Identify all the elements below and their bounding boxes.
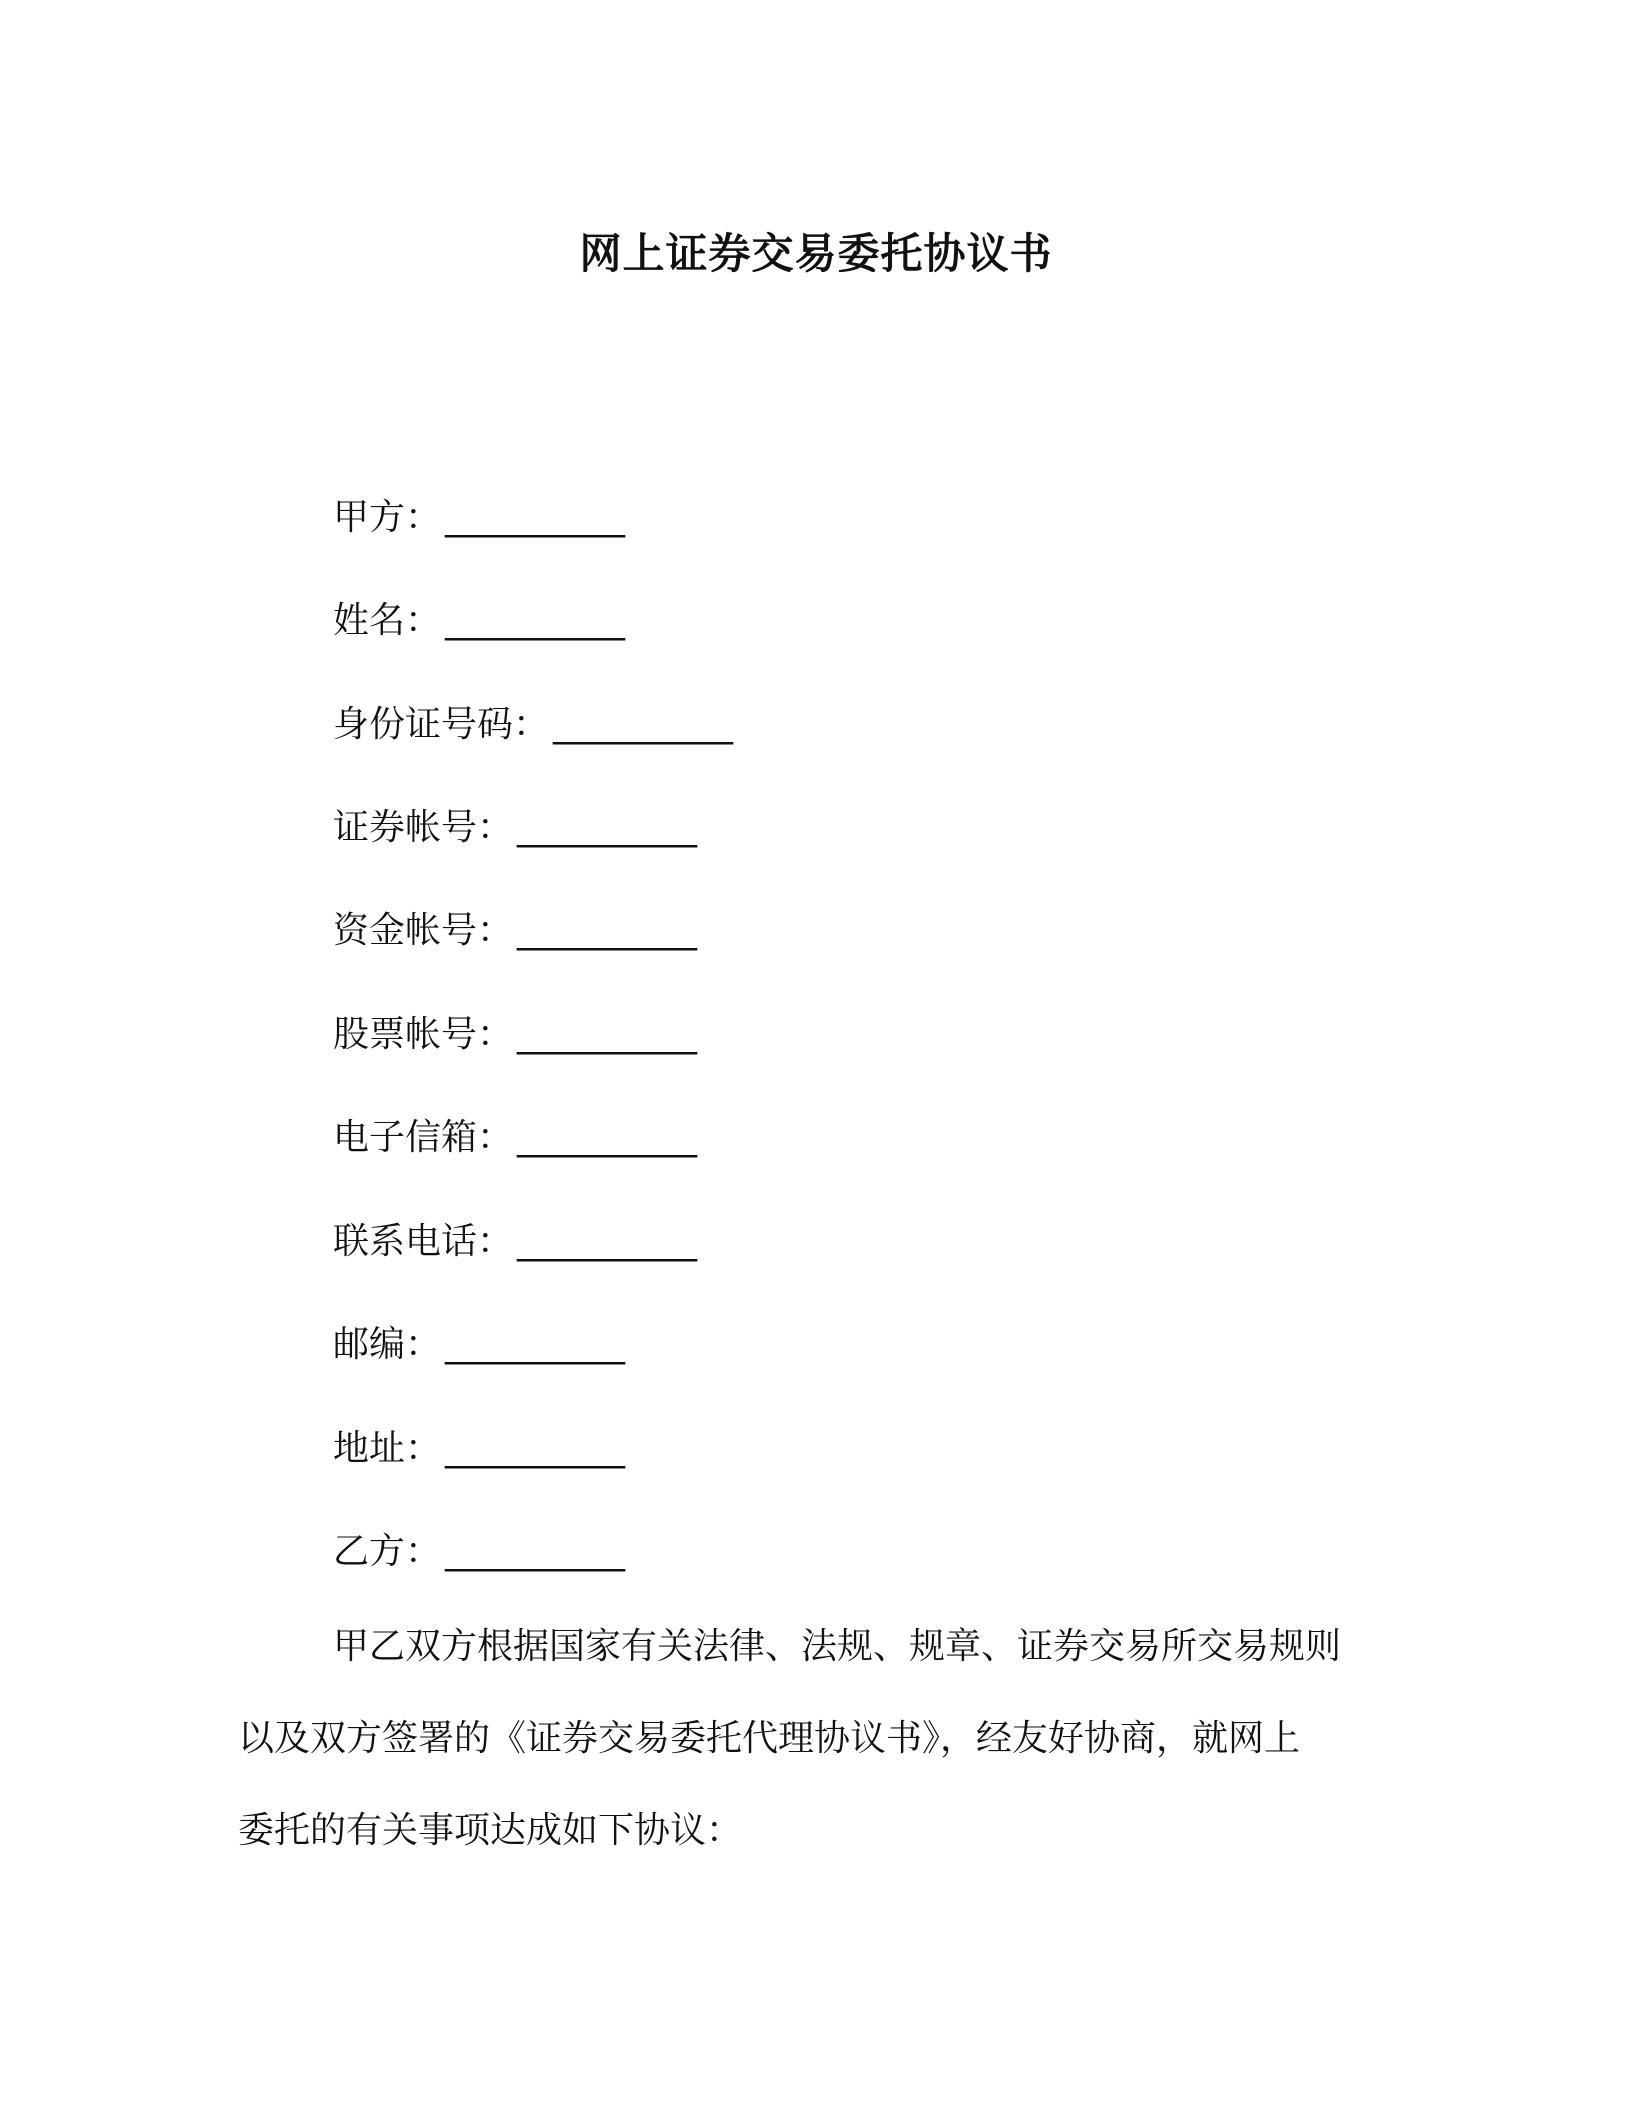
field-label: 甲方： [333,497,442,538]
field-label: 证券帐号： [333,807,514,848]
field-blank: __________ [517,910,698,951]
field-blank: __________ [445,1531,626,1572]
field-address [333,1424,625,1474]
field-label: 股票帐号： [333,1014,514,1055]
field-label: 联系电话： [333,1221,514,1262]
field-label: 邮编： [333,1324,442,1365]
intro-paragraph [238,1622,1388,1898]
field-postcode [333,1320,625,1370]
field-blank: __________ [445,1428,626,1469]
field-phone [333,1217,697,1267]
field-label: 电子信箱： [333,1117,514,1158]
field-blank: __________ [517,807,698,848]
field-id-number [333,700,733,750]
field-label: 地址： [333,1428,442,1469]
field-blank: __________ [445,497,626,538]
field-stock-account [333,1010,697,1060]
intro-line: 甲乙双方根据国家有关法律、法规、规章、证券交易所交易规则 [333,1626,1342,1667]
field-securities-account [333,803,697,853]
field-party-b [333,1527,625,1577]
field-name [333,596,625,646]
field-fund-account [333,906,697,956]
field-label: 身份证号码： [333,704,550,745]
field-blank: __________ [445,600,626,641]
field-blank: __________ [517,1117,698,1158]
field-party-a [333,493,625,543]
field-blank: __________ [517,1014,698,1055]
field-blank: __________ [553,704,734,745]
field-label: 乙方： [333,1531,442,1572]
intro-line: 委托的有关事项达成如下协议： [238,1810,743,1851]
document-title: 网上证券交易委托协议书 [579,229,1053,278]
field-blank: __________ [445,1324,626,1365]
field-label: 资金帐号： [333,910,514,951]
field-email [333,1113,697,1163]
field-blank: __________ [517,1221,698,1262]
intro-line: 以及双方签署的《证券交易委托代理协议书》，经友好协商，就网上 [238,1718,1301,1759]
field-label: 姓名： [333,600,442,641]
